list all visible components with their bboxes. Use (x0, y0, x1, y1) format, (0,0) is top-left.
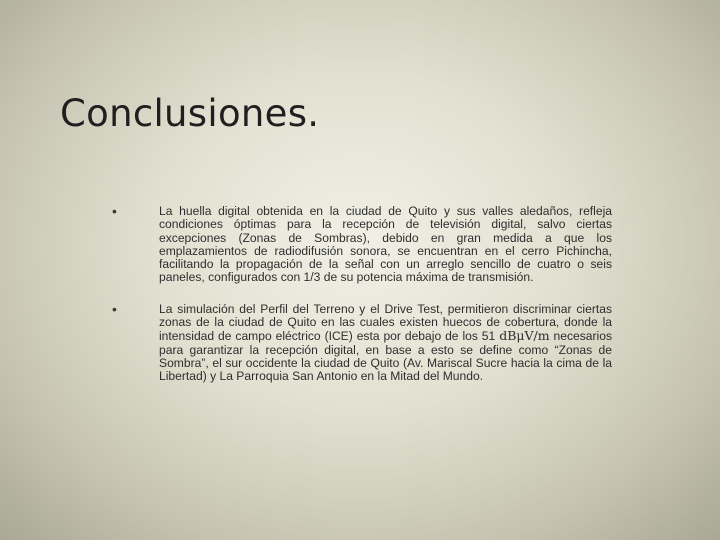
slide-title: Conclusiones. (60, 92, 320, 135)
bullet-item (112, 205, 612, 285)
bullet-list (112, 205, 612, 402)
unit-formula: dBμV/m (499, 328, 550, 344)
bullet-icon: • (112, 300, 117, 317)
bullet-text-before: La simulación del Perfil del Terreno y el Drive Test, permitieron discriminar ciertas zonas de la ciudad de Quito en las cuales existen huecos de cobertura, donde la intensidad de campo eléctrico (ICE) esta por debajo de los 51 (159, 301, 612, 344)
bullet-text-after: necesarios para garantizar la recepción digital, en base a esto se define como “Zonas de Sombra”, el sur occidente la ciudad de Quito (Av. Mariscal Sucre hacia la cima de la Libertad) y La Parroquia San Antonio en la Mitad del Mundo. (159, 329, 612, 384)
bullet-text (159, 205, 612, 285)
bullet-icon: • (112, 203, 117, 219)
bullet-text-content: La huella digital obtenida en la ciudad de Quito y sus valles aledaños, refleja condiciones óptimas para la recepción de televisión digital, salvo ciertas excepciones (Zonas de Sombras), debido en gran medida a que los emplazamientos de radiodifusión sonora, se encuentran en el cerro Pichincha, facilitando la propagación de la señal con un arreglo sencillo de cuatro o seis paneles, configurados con 1/3 de su potencia máxima de transmisión. (159, 204, 612, 285)
bullet-text (159, 303, 612, 384)
bullet-item (112, 300, 612, 384)
